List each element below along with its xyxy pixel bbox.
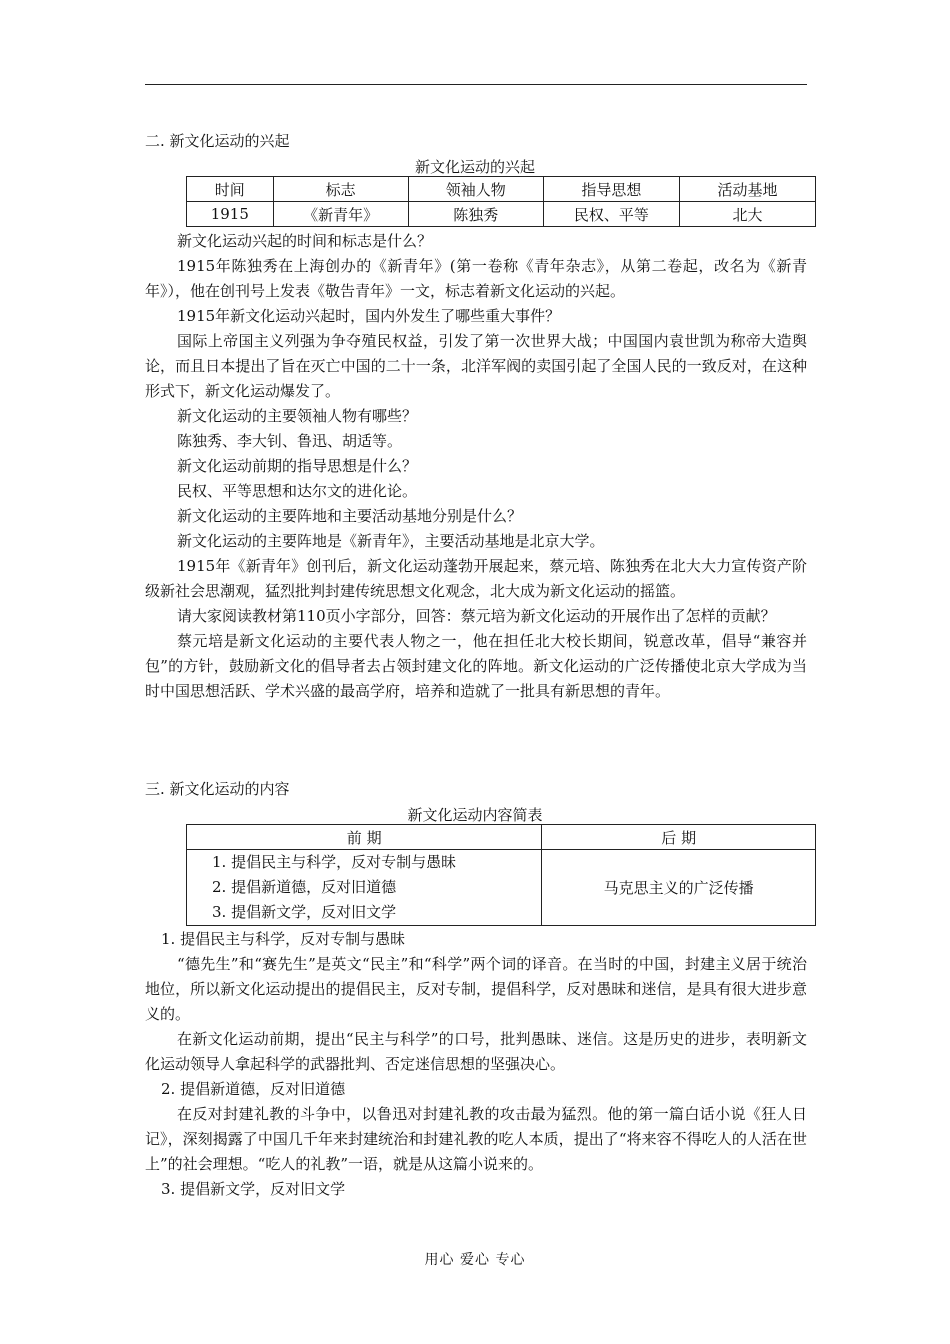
paragraph: 新文化运动前期的指导思想是什么？ xyxy=(177,457,418,475)
early-item: 2. 提倡新道德，反对旧道德 xyxy=(212,878,397,896)
paragraph: 在新文化运动前期，提出“民主与科学”的口号，批判愚昧、迷信。这是历史的进步，表明新文化运动领导人拿起科学的武器批判、否定迷信思想的坚强决心。 xyxy=(145,1030,807,1073)
subsection-title-2: 2. 提倡新道德，反对旧道德 xyxy=(161,1080,346,1098)
rise-table xyxy=(186,176,816,227)
subsection-title-1: 1. 提倡民主与科学，反对专制与愚昧 xyxy=(161,930,406,948)
page-footer: 用心 爱心 专心 xyxy=(424,1252,526,1268)
paragraph: 蔡元培是新文化运动的主要代表人物之一，他在担任北大校长期间，锐意改革，倡导“兼容并包”的方针，鼓励新文化的倡导者去占领封建文化的阵地。新文化运动的广泛传播使北京大学成为当时中国思想活跃、学术兴盛的最高学府，培养和造就了一批具有新思想的青年。 xyxy=(145,632,807,700)
paragraph: 1915年《新青年》创刊后，新文化运动蓬勃开展起来，蔡元培、陈独秀在北大大力宣传资产阶级新社会思潮观，猛烈批判封建传统思想文化观念，北大成为新文化运动的摇篮。 xyxy=(145,557,807,600)
rise-cell-time: 1915 xyxy=(187,202,274,227)
early-item: 1. 提倡民主与科学，反对专制与愚昧 xyxy=(212,853,457,871)
content-table-row xyxy=(187,850,816,926)
paragraph: 请大家阅读教材第110页小字部分，回答：蔡元培为新文化运动的开展作出了怎样的贡献？ xyxy=(177,607,776,625)
rise-header-ideology: 指导思想 xyxy=(543,177,679,202)
rise-table-header-row xyxy=(187,177,816,202)
content-table xyxy=(186,824,816,926)
content-cell-late: 马克思主义的广泛传播 xyxy=(542,850,816,926)
rise-header-base: 活动基地 xyxy=(679,177,815,202)
section3-heading: 三. 新文化运动的内容 xyxy=(145,780,290,798)
content-table-header-row xyxy=(187,825,816,850)
rise-cell-ideology: 民权、平等 xyxy=(543,202,679,227)
content-cell-early xyxy=(187,850,542,926)
paragraph: 陈独秀、李大钊、鲁迅、胡适等。 xyxy=(177,432,403,450)
paragraph: 新文化运动兴起的时间和标志是什么？ xyxy=(177,232,433,250)
rise-cell-base: 北大 xyxy=(679,202,815,227)
rise-header-leaders: 领袖人物 xyxy=(408,177,543,202)
paragraph: 新文化运动的主要阵地是《新青年》，主要活动基地是北京大学。 xyxy=(177,532,605,550)
section2-table-caption: 新文化运动的兴起 xyxy=(414,158,535,176)
rise-header-symbol: 标志 xyxy=(273,177,408,202)
section2-heading: 二. 新文化运动的兴起 xyxy=(145,132,290,150)
paragraph: 新文化运动的主要领袖人物有哪些？ xyxy=(177,407,418,425)
rise-header-time: 时间 xyxy=(187,177,274,202)
early-item: 3. 提倡新文学，反对旧文学 xyxy=(212,903,397,921)
paragraph: 在反对封建礼教的斗争中，以鲁迅对封建礼教的攻击最为猛烈。他的第一篇白话小说《狂人日记》，深刻揭露了中国几千年来封建统治和封建礼教的吃人本质，提出了“将来容不得吃人的人活在世上”的社会理想。“吃人的礼教”一语，就是从这篇小说来的。 xyxy=(145,1105,807,1173)
paragraph: 新文化运动的主要阵地和主要活动基地分别是什么？ xyxy=(177,507,523,525)
paragraph: 1915年陈独秀在上海创办的《新青年》(第一卷称《青年杂志》，从第二卷起，改名为《新青年》），他在创刊号上发表《敬告青年》一文，标志着新文化运动的兴起。 xyxy=(145,257,807,300)
paragraph: 民权、平等思想和达尔文的进化论。 xyxy=(177,482,418,500)
content-header-late: 后 期 xyxy=(542,825,816,850)
paragraph: “德先生”和“赛先生”是英文“民主”和“科学”两个词的译音。在当时的中国，封建主义居于统治地位，所以新文化运动提出的提倡民主，反对专制，提倡科学，反对愚昧和迷信，是具有很大进步意义的。 xyxy=(145,955,807,1023)
rise-cell-leaders: 陈独秀 xyxy=(408,202,543,227)
paragraph: 1915年新文化运动兴起时，国内外发生了哪些重大事件？ xyxy=(177,307,561,325)
rise-cell-symbol: 《新青年》 xyxy=(273,202,408,227)
section3-body xyxy=(145,927,807,1202)
subsection-title-3: 3. 提倡新文学，反对旧文学 xyxy=(161,1180,346,1198)
section2-body xyxy=(145,229,807,704)
section3-table-caption: 新文化运动内容简表 xyxy=(407,806,543,824)
rise-table-row xyxy=(187,202,816,227)
header-rule xyxy=(145,84,807,85)
content-header-early: 前 期 xyxy=(187,825,542,850)
paragraph: 国际上帝国主义列强为争夺殖民权益，引发了第一次世界大战；中国国内袁世凯为称帝大造舆论，而且日本提出了旨在灭亡中国的二十一条，北洋军阀的卖国引起了全国人民的一致反对，在这种形式下，新文化运动爆发了。 xyxy=(145,332,807,400)
